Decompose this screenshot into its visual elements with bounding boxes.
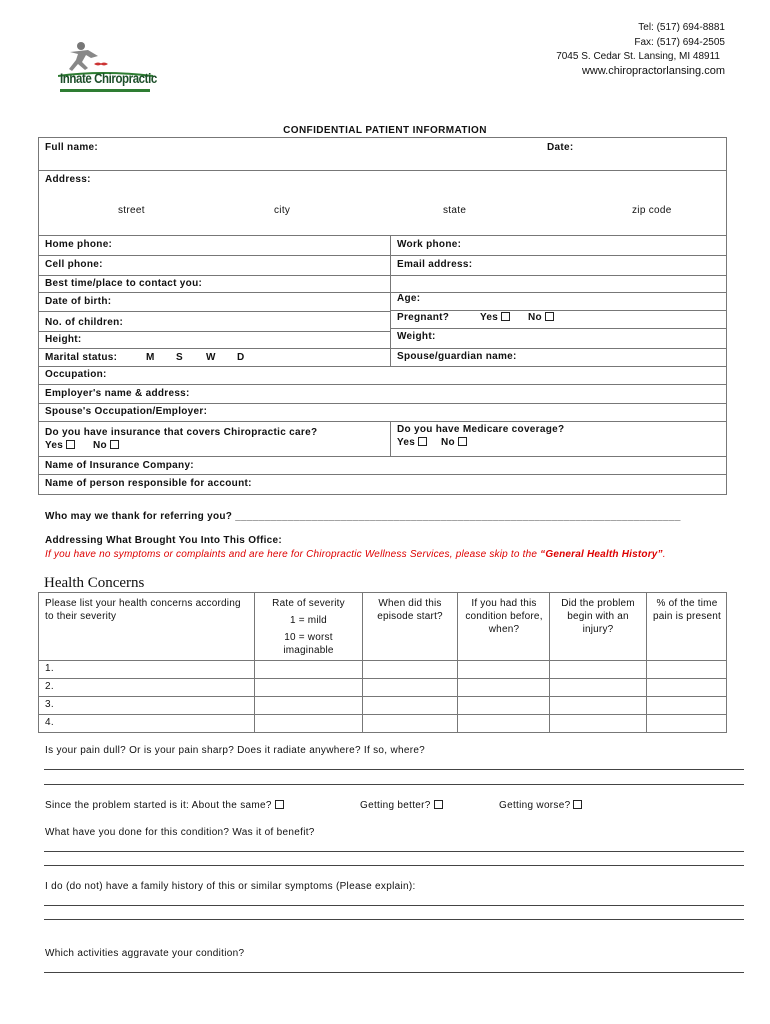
marital-status-label: Marital status: — [45, 352, 118, 363]
contact-address: 7045 S. Cedar St. Lansing, MI 48911 — [556, 51, 720, 62]
getting-worse-option[interactable] — [499, 800, 582, 811]
treatment-question: What have you done for this condition? Was it of benefit? — [45, 827, 315, 838]
checkbox-icon[interactable] — [66, 440, 75, 449]
referral-field[interactable]: Who may we thank for referring you? ____________________________________________________________________________ — [45, 511, 681, 522]
height-field[interactable]: Height: — [45, 334, 82, 345]
form-divider — [38, 235, 727, 236]
occupation-field[interactable]: Occupation: — [45, 369, 107, 380]
children-field[interactable]: No. of children: — [45, 317, 124, 328]
answer-line[interactable] — [44, 851, 744, 852]
answer-line[interactable] — [44, 784, 744, 785]
insurance-no-label: No — [93, 440, 107, 451]
form-divider — [38, 366, 727, 367]
medicare-yes[interactable] — [397, 437, 427, 448]
employer-field[interactable]: Employer's name & address: — [45, 388, 190, 399]
pregnant-no-label: No — [528, 312, 542, 323]
activities-question: Which activities aggravate your condition? — [45, 948, 245, 959]
addressing-heading: Addressing What Brought You Into This Office: — [45, 535, 283, 546]
full-name-field[interactable]: Full name: — [45, 142, 99, 153]
col-injury: Did the problem begin with an injury? — [561, 598, 635, 635]
form-divider — [390, 328, 727, 329]
table-row-line — [38, 678, 727, 679]
pregnant-label: Pregnant? — [397, 312, 450, 323]
insurance-question: Do you have insurance that covers Chiropractic care? — [45, 427, 318, 438]
pain-question: Is your pain dull? Or is your pain sharp? Does it radiate anywhere? If so, where? — [45, 745, 426, 756]
checkbox-icon[interactable] — [434, 800, 443, 809]
table-col-line — [254, 592, 255, 733]
getting-worse-label: Getting worse? — [499, 800, 571, 811]
table-row[interactable]: 1. — [45, 663, 54, 674]
work-phone-field[interactable]: Work phone: — [397, 239, 462, 250]
state-label: state — [443, 205, 467, 216]
table-col-line — [362, 592, 363, 733]
col-health-concerns: Please list your health concerns according to their severity — [45, 598, 241, 622]
dob-field[interactable]: Date of birth: — [45, 296, 112, 307]
answer-line[interactable] — [44, 769, 744, 770]
contact-fax: Fax: (517) 694-2505 — [634, 37, 725, 48]
medicare-yes-label: Yes — [397, 437, 416, 448]
form-column-divider — [390, 421, 391, 456]
about-same-option[interactable]: About the same? — [191, 800, 272, 811]
responsible-person-field[interactable]: Name of person responsible for account: — [45, 478, 252, 489]
wellness-note-end: . — [662, 549, 666, 560]
cell-phone-field[interactable]: Cell phone: — [45, 259, 103, 270]
answer-line[interactable] — [44, 905, 744, 906]
best-time-field[interactable]: Best time/place to contact you: — [45, 278, 203, 289]
form-divider — [38, 311, 390, 312]
form-divider — [38, 170, 727, 171]
logo-text: Innate Chiropractic — [60, 70, 157, 86]
form-divider — [390, 310, 727, 311]
col-condition-before: If you had this condition before, when? — [465, 598, 543, 635]
form-divider — [38, 255, 727, 256]
contact-website[interactable]: www.chiropractorlansing.com — [581, 65, 725, 77]
getting-better-label: Getting better? — [360, 800, 431, 811]
form-column-divider — [390, 235, 391, 366]
form-divider — [38, 421, 727, 422]
table-row-line — [38, 714, 727, 715]
form-divider — [38, 403, 727, 404]
pregnant-yes[interactable] — [480, 312, 510, 323]
col-severity-line2: 1 = mild — [290, 615, 327, 626]
date-field[interactable]: Date: — [547, 142, 574, 153]
address-field[interactable]: Address: — [45, 174, 91, 185]
wellness-note — [45, 549, 666, 560]
spouse-occupation-field[interactable]: Spouse's Occupation/Employer: — [45, 406, 208, 417]
col-severity-line1: Rate of severity — [272, 598, 345, 609]
table-col-line — [457, 592, 458, 733]
form-divider — [38, 474, 727, 475]
col-pain-percent: % of the time pain is present — [652, 598, 722, 622]
checkbox-icon[interactable] — [418, 437, 427, 446]
family-history-question: I do (do not) have a family history of this or similar symptoms (Please explain): — [45, 881, 416, 892]
table-col-line — [549, 592, 550, 733]
answer-line[interactable] — [44, 972, 744, 973]
form-divider — [38, 292, 727, 293]
checkbox-icon[interactable] — [275, 800, 284, 809]
answer-line[interactable] — [44, 919, 744, 920]
since-question — [45, 800, 284, 811]
spouse-field[interactable]: Spouse/guardian name: — [397, 351, 517, 362]
col-episode-start: When did this episode start? — [377, 598, 443, 622]
answer-line[interactable] — [44, 865, 744, 866]
checkbox-icon[interactable] — [545, 312, 554, 321]
medicare-question: Do you have Medicare coverage? — [397, 424, 565, 435]
table-row-line — [38, 696, 727, 697]
form-divider — [38, 384, 727, 385]
insurance-no[interactable] — [93, 440, 119, 451]
checkbox-icon[interactable] — [458, 437, 467, 446]
wellness-note-text: If you have no symptoms or complaints and are here for Chiropractic Wellness Services, please skip to the — [45, 549, 538, 560]
city-label: city — [274, 205, 291, 216]
zip-label: zip code — [632, 205, 672, 216]
email-field[interactable]: Email address: — [397, 259, 473, 270]
contact-tel: Tel: (517) 694-8881 — [638, 22, 725, 33]
table-col-line — [646, 592, 647, 733]
marital-s[interactable]: S — [176, 352, 183, 363]
patient-info-form — [38, 137, 727, 495]
marital-m[interactable]: M — [146, 352, 155, 363]
checkbox-icon[interactable] — [573, 800, 582, 809]
marital-d[interactable]: D — [237, 352, 245, 363]
wellness-note-link: “General Health History” — [540, 549, 663, 560]
health-concerns-title: Health Concerns — [44, 575, 145, 591]
col-severity-line3: 10 = worst imaginable — [283, 632, 334, 656]
logo-underline — [60, 89, 150, 92]
table-row[interactable]: 4. — [45, 717, 54, 728]
insurance-yes[interactable] — [45, 440, 75, 451]
checkbox-icon[interactable] — [110, 440, 119, 449]
insurance-company-field[interactable]: Name of Insurance Company: — [45, 460, 194, 471]
since-label: Since the problem started is it: — [45, 800, 190, 811]
insurance-yes-label: Yes — [45, 440, 64, 451]
weight-field[interactable]: Weight: — [397, 331, 436, 342]
pregnant-yes-label: Yes — [480, 312, 499, 323]
age-field[interactable]: Age: — [397, 293, 421, 304]
getting-better-option[interactable] — [360, 800, 443, 811]
home-phone-field[interactable]: Home phone: — [45, 239, 113, 250]
table-row[interactable]: 3. — [45, 699, 54, 710]
form-divider — [38, 275, 727, 276]
medicare-no-label: No — [441, 437, 455, 448]
form-title: CONFIDENTIAL PATIENT INFORMATION — [283, 125, 487, 136]
medicare-no[interactable] — [441, 437, 467, 448]
form-divider — [38, 331, 390, 332]
form-divider — [38, 456, 727, 457]
marital-w[interactable]: W — [206, 352, 216, 363]
pregnant-no[interactable] — [528, 312, 554, 323]
form-divider — [38, 348, 727, 349]
col-severity — [256, 597, 361, 657]
checkbox-icon[interactable] — [501, 312, 510, 321]
street-label: street — [118, 205, 145, 216]
table-row-line — [38, 660, 727, 661]
table-row[interactable]: 2. — [45, 681, 54, 692]
